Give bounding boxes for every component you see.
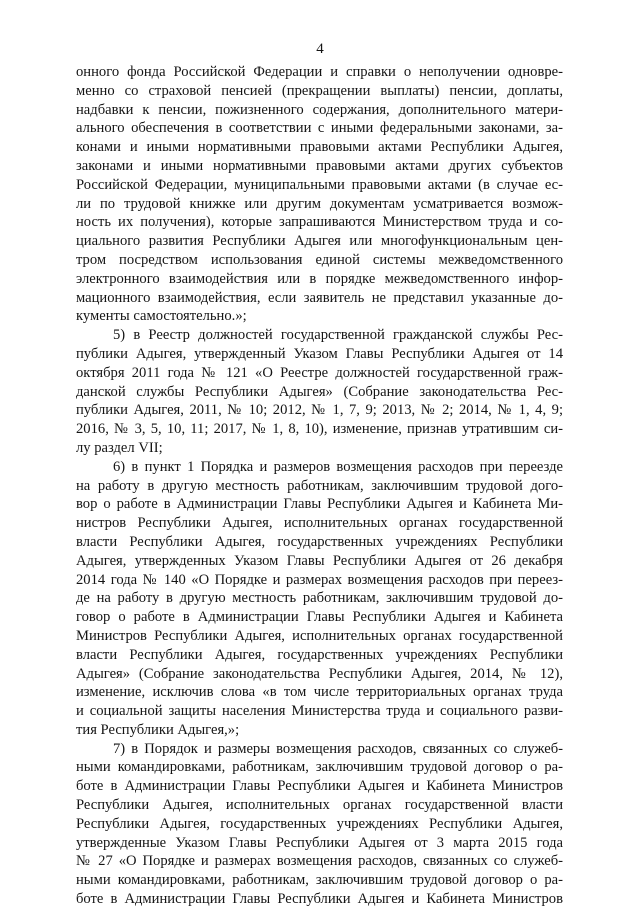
text-line: публики Адыгея, 2011, № 10; 2012, № 1, 7, 9; 2013, № 2; 2014, № 1, 4, 9; [76, 402, 563, 419]
text-line: утвержденные Указом Главы Республики Адыгея от 3 марта 2015 года [76, 834, 563, 851]
text-line: говор о работе в Администрации Главы Республики Адыгея и Кабинета [76, 609, 563, 626]
text-line: вор о работе в Администрации Главы Республики Адыгея и Кабинета Ми- [76, 496, 563, 513]
text-line: Республики Адыгея, государственных учреждениях Республики Адыгея, [76, 815, 563, 832]
text-line: 7) в Порядок и размеры возмещения расходов, связанных со служеб- [113, 740, 563, 757]
text-line: октября 2011 года № 121 «О Реестре должностей государственной граж- [76, 364, 563, 381]
text-line: Министров Республики Адыгея, исполнительных органах государственной [76, 627, 563, 644]
text-line: Адыгея, утвержденных Указом Главы Республики Адыгея от 26 декабря [76, 552, 563, 569]
text-line: ными командировками, работникам, заключившим трудовой договор о ра- [76, 872, 563, 889]
text-line: тия Республики Адыгея,»; [76, 721, 240, 738]
text-line: лу раздел VII; [76, 439, 163, 456]
text-line: конами и иными нормативными правовыми актами Республики Адыгея, [76, 139, 563, 156]
text-line: законами и иными нормативными правовыми актами других субъектов [76, 157, 563, 174]
text-line: власти Республики Адыгея, государственных учреждениях Республики [76, 533, 563, 550]
text-line: изменение, исключив слова «в том числе территориальных органах труда [76, 684, 563, 701]
text-line: боте в Администрации Главы Республики Адыгея и Кабинета Министров [76, 891, 563, 908]
text-line: электронного взаимодействия или в порядке межведомственного инфор- [76, 270, 563, 287]
text-line: мационного взаимодействия, если заявитель не представил указанные до- [76, 289, 563, 306]
text-line: циального развития Республики Адыгея или многофункциональным цен- [76, 233, 563, 250]
page-number: 4 [316, 41, 324, 57]
text-line: тром посредством использования единой системы межведомственного [76, 251, 563, 268]
text-line: публики Адыгея, утвержденный Указом Главы Республики Адыгея от 14 [76, 345, 563, 362]
text-line: Адыгея» (Собрание законодательства Республики Адыгея, 2014, № 12), [76, 665, 563, 682]
text-line: менно со страховой пенсией (прекращении выплаты) пенсии, доплаты, [76, 82, 563, 99]
text-line: онного фонда Российской Федерации и справки о неполучении одновре- [76, 64, 563, 80]
text-line: и социальной защиты населения Министерства труда и социального разви- [76, 703, 563, 720]
text-line: № 27 «О Порядке и размерах возмещения расходов, связанных со служеб- [76, 853, 563, 870]
text-line: 2016, № 3, 5, 10, 11; 2017, № 1, 8, 10), изменение, признав утратившим си- [76, 421, 563, 438]
text-line: ли по трудовой книжке или другим документам усматривается возмож- [76, 195, 563, 212]
document-body [76, 63, 563, 909]
text-line: ность их получения), которые запрашиваются Министерством труда и со- [76, 214, 563, 231]
text-line: данской службы Республики Адыгея» (Собрание законодательства Рес- [76, 383, 563, 400]
text-line: де на работу в другую местность работникам, заключившим трудовой до- [76, 590, 563, 607]
text-line: 5) в Реестр должностей государственной гражданской службы Рес- [113, 327, 563, 344]
text-line: ального обеспечения в соответствии с иными федеральными законами, за- [76, 120, 563, 137]
text-line: надбавки к пенсии, пожизненного содержания, дополнительного матери- [76, 101, 563, 118]
text-line: кументы самостоятельно.»; [76, 308, 247, 325]
text-line: ными командировками, работникам, заключившим трудовой договор о ра- [76, 759, 563, 776]
text-line: власти Республики Адыгея, государственных учреждениях Республики [76, 646, 563, 663]
text-line: на работу в другую местность работникам, заключившим трудовой дого- [76, 477, 563, 494]
text-line: Республики Адыгея, исполнительных органах государственной власти [76, 797, 563, 814]
text-line: 6) в пункт 1 Порядка и размеров возмещения расходов при переезде [113, 458, 563, 475]
text-line: Российской Федерации, муниципальными правовыми актами (в случае ес- [76, 176, 563, 193]
text-line: 2014 года № 140 «О Порядке и размерах возмещения расходов при переез- [76, 571, 563, 588]
text-line: боте в Администрации Главы Республики Адыгея и Кабинета Министров [76, 778, 563, 795]
text-line: нистров Республики Адыгея, исполнительных органах государственной [76, 515, 563, 532]
